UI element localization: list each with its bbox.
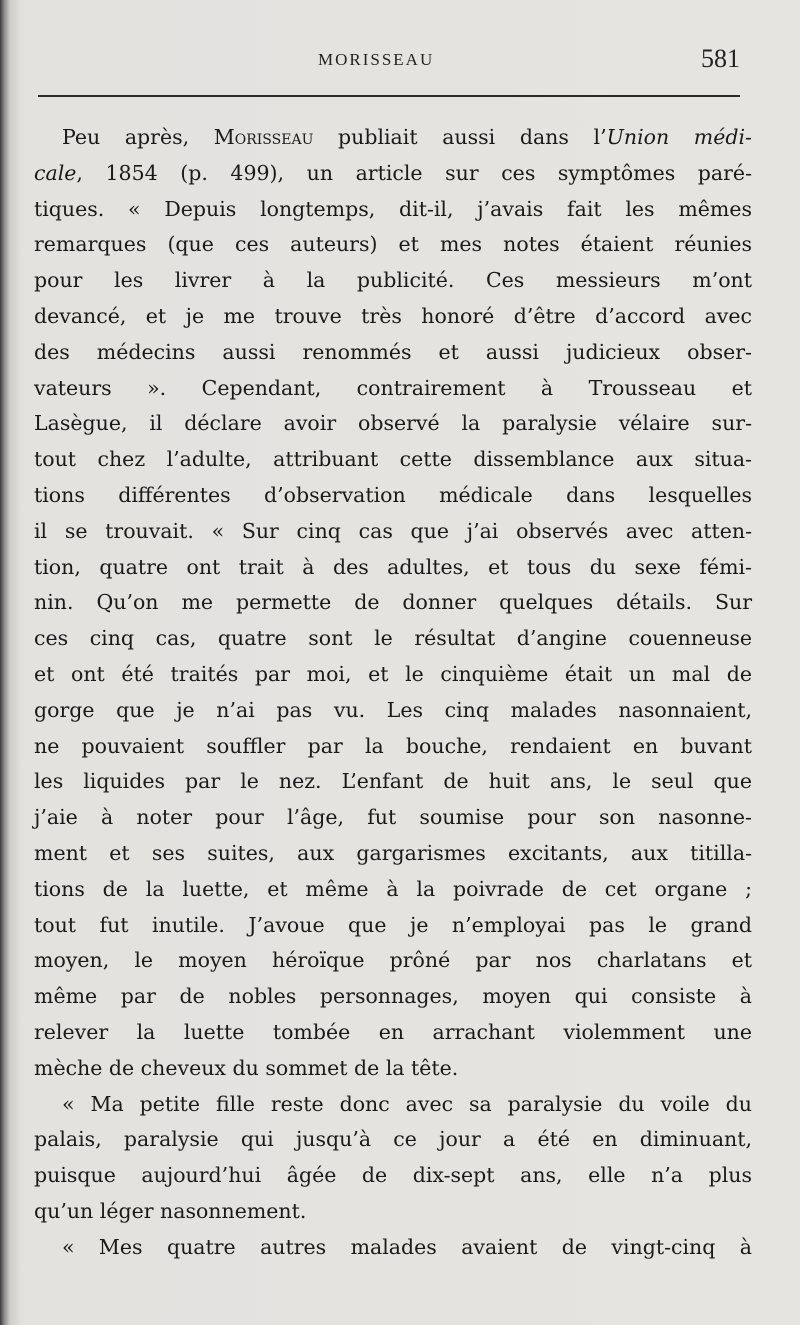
text-line: qu’un léger nasonnement. — [34, 1198, 307, 1223]
running-head: MORISSEAU — [318, 50, 435, 69]
text-line: moyen, le moyen héroïque prôné par nos charlatans et — [34, 948, 752, 973]
text-line: et ont été traités par moi, et le cinquième était un mal de — [34, 661, 752, 686]
text-line: « Mes quatre autres malades avaient de vingt-cinq à — [62, 1234, 752, 1259]
text-line: Lasègue, il déclare avoir observé la paralysie vélaire sur- — [34, 411, 752, 436]
text-line: « Ma petite fille reste donc avec sa paralysie du voile du — [62, 1091, 752, 1116]
body-text — [34, 120, 752, 1266]
text-line: tiques. « Depuis longtemps, dit-il, j’avais fait les mêmes — [34, 196, 752, 221]
text-line: nin. Qu’on me permette de donner quelques détails. Sur — [34, 590, 752, 615]
text-line: tions de la luette, et même à la poivrade de cet organe ; — [34, 876, 752, 901]
text-line: tions différentes d’observation médicale dans lesquelles — [34, 482, 752, 507]
text-line: des médecins aussi renommés et aussi judicieux obser- — [34, 339, 752, 364]
page-number: 581 — [701, 44, 740, 73]
text-line: les liquides par le nez. L’enfant de huit ans, le seul que — [34, 769, 752, 794]
text-line: même par de nobles personnages, moyen qui consiste à — [34, 984, 752, 1009]
text-line: tout fut inutile. J’avoue que je n’employai pas le grand — [34, 912, 752, 937]
text-line: mèche de cheveux du sommet de la tête. — [34, 1055, 459, 1080]
text-line: tion, quatre ont trait à des adultes, et tous du sexe fémi- — [34, 554, 752, 579]
text-line: Peu après, Morisseau publiait aussi dans l’Union médi- — [62, 125, 752, 149]
text-line: devancé, et je me trouve très honoré d’être d’accord avec — [34, 303, 752, 328]
text-line: gorge que je n’ai pas vu. Les cinq malades nasonnaient, — [34, 697, 752, 722]
author-name: Morisseau — [213, 125, 314, 149]
journal-title-end: cale — [34, 160, 77, 185]
text-line: ces cinq cas, quatre sont le résultat d’angine couenneuse — [34, 626, 752, 651]
text-line: relever la luette tombée en arrachant violemment une — [34, 1019, 752, 1044]
text-line: tout chez l’adulte, attribuant cette dissemblance aux situa- — [34, 447, 752, 472]
text-line: ment et ses suites, aux gargarismes excitants, aux titilla- — [34, 840, 752, 865]
text-line: remarques (que ces auteurs) et mes notes étaient réunies — [34, 232, 752, 257]
page-header — [38, 44, 740, 80]
text-line: vateurs ». Cependant, contrairement à Trousseau et — [34, 375, 752, 400]
text-line: ne pouvaient souffler par la bouche, rendaient en buvant — [34, 733, 752, 758]
text-line: cale, 1854 (p. 499), un article sur ces symptômes paré- — [34, 160, 752, 185]
text-line: j’aie à noter pour l’âge, fut soumise pour son nasonne- — [34, 805, 752, 830]
journal-title: Union médi- — [606, 125, 752, 149]
text-line: il se trouvait. « Sur cinq cas que j’ai observés avec atten- — [34, 518, 752, 543]
header-rule — [38, 95, 740, 97]
text-line: puisque aujourd’hui âgée de dix-sept ans, elle n’a plus — [34, 1163, 752, 1188]
text-line: palais, paralysie qui jusqu’à ce jour a été en diminuant, — [34, 1127, 752, 1152]
text-line: pour les livrer à la publicité. Ces messieurs m’ont — [34, 268, 752, 293]
